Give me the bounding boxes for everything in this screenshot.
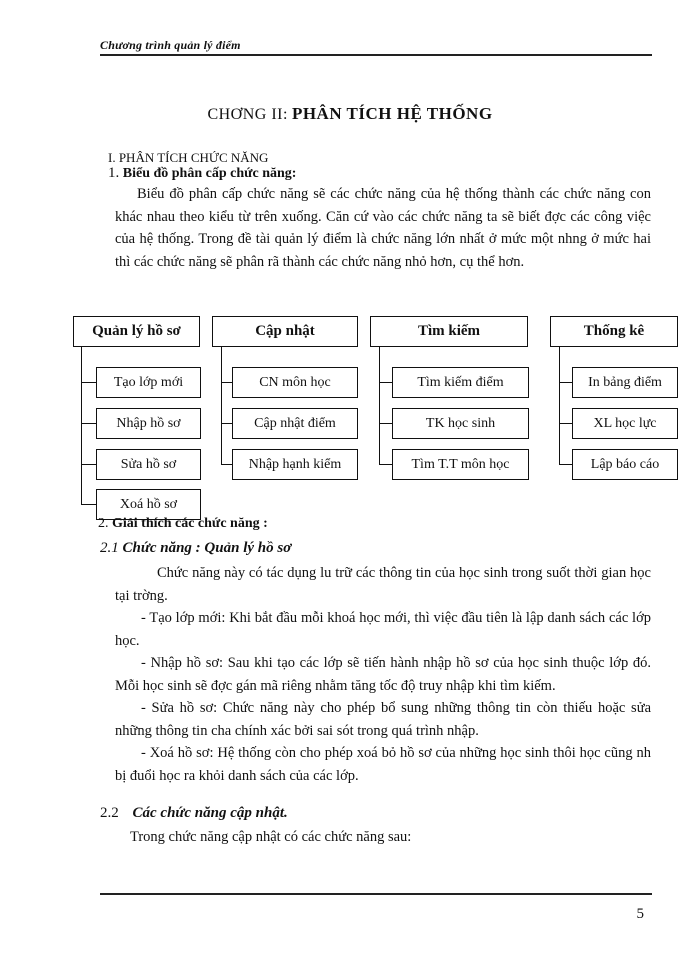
diagram-group-quan-ly-ho-so: Quản lý hồ sơ	[73, 316, 200, 347]
diagram-connector	[379, 464, 392, 465]
chapter-title: PHÂN TÍCH HỆ THỐNG	[291, 104, 493, 123]
diagram-connector	[81, 464, 96, 465]
diagram-item-xoa-ho-so: Xoá hồ sơ	[96, 489, 201, 520]
diagram-item-in-bang-diem: In bảng điểm	[572, 367, 678, 398]
diagram-connector	[221, 464, 232, 465]
diagram-connector	[559, 347, 560, 464]
bullet-item: - Xoá hồ sơ: Hệ thống còn cho phép xoá bỏ hồ sơ của những học sinh thôi học cũng nh bị đuổi học ra khỏi danh sách của các lớp.	[115, 745, 651, 784]
diagram-item-tim-tt-mon-hoc: Tìm T.T môn học	[392, 449, 529, 480]
diagram-connector	[221, 347, 222, 464]
header-rule	[100, 54, 652, 56]
diagram-group-thong-ke: Thống kê	[550, 316, 678, 347]
diagram-connector	[221, 382, 232, 383]
section-2-2-heading	[100, 805, 288, 822]
section-2-2-title: Các chức năng cập nhật.	[132, 805, 288, 821]
diagram-item-cap-nhat-diem: Cập nhật điểm	[232, 408, 358, 439]
section-2-1-paragraph	[115, 562, 651, 607]
bullet-item: - Tạo lớp mới: Khi bắt đầu mỗi khoá học mới, thì việc đầu tiên là lập danh sách các lớp học.	[115, 610, 651, 649]
section-2-heading	[98, 516, 268, 532]
diagram-item-nhap-ho-so: Nhập hồ sơ	[96, 408, 201, 439]
diagram-item-nhap-hanh-kiem: Nhập hạnh kiểm	[232, 449, 358, 480]
running-header: Chương trình quản lý điểm	[100, 38, 241, 52]
diagram-item-tk-hoc-sinh: TK học sinh	[392, 408, 529, 439]
section-1-number: 1.	[108, 165, 120, 181]
diagram-connector	[559, 423, 572, 424]
diagram-connector	[379, 423, 392, 424]
bullet-list	[115, 607, 651, 787]
section-1-title: Biểu đồ phân cấp chức năng:	[122, 166, 297, 181]
diagram-connector	[221, 423, 232, 424]
bullet-item: - Nhập hồ sơ: Sau khi tạo các lớp sẽ tiến hành nhập hồ sơ của học sinh thuộc lớp đó. Mỗi học sinh sẽ đợc gán mã riêng nhằm tăng tốc độ truy nhập khi tìm kiếm.	[115, 655, 651, 694]
intro-paragraph	[115, 183, 651, 273]
section-2-1-heading	[100, 540, 291, 557]
diagram-connector	[81, 423, 96, 424]
diagram-connector	[559, 382, 572, 383]
diagram-connector	[379, 347, 380, 464]
diagram-item-cn-mon-hoc: CN môn học	[232, 367, 358, 398]
diagram-connector	[379, 382, 392, 383]
diagram-connector	[81, 347, 82, 504]
diagram-connector	[81, 382, 96, 383]
diagram-item-tao-lop-moi: Tạo lớp mới	[96, 367, 201, 398]
section-2-1-title: Chức năng : Quản lý hồ sơ	[122, 540, 292, 556]
chapter-label: CHƠNG II:	[207, 106, 288, 123]
page-number: 5	[636, 906, 644, 922]
diagram-item-lap-bao-cao: Lập báo cáo	[572, 449, 678, 480]
section-2-1-text: Chức năng này có tác dụng lu trữ các thông tin của học sinh trong suốt thời gian học tại trờng.	[115, 565, 651, 604]
chapter-heading	[0, 104, 700, 124]
section-2-2-number: 2.2	[100, 805, 119, 821]
section-2-2-paragraph	[130, 826, 650, 849]
bullet-item: - Sửa hồ sơ: Chức năng này cho phép bổ sung những thông tin còn thiếu hoặc sửa những thông tin cha chính xác bởi sai sót trong quá trình nhập.	[115, 700, 651, 739]
diagram-item-tim-kiem-diem: Tìm kiếm điểm	[392, 367, 529, 398]
diagram-group-cap-nhat: Cập nhật	[212, 316, 358, 347]
diagram-item-xl-hoc-luc: XL học lực	[572, 408, 678, 439]
diagram-item-sua-ho-so: Sửa hồ sơ	[96, 449, 201, 480]
section-1-heading	[108, 165, 296, 182]
section-i-heading: I. PHÂN TÍCH CHỨC NĂNG	[108, 150, 269, 165]
section-2-number: 2.	[98, 516, 109, 531]
section-2-1-number: 2.1	[100, 540, 119, 556]
section-2-2-text: Trong chức năng cập nhật có các chức năng sau:	[130, 829, 412, 845]
section-2-title: Giải thích các chức năng :	[112, 516, 268, 531]
diagram-connector	[81, 504, 96, 505]
diagram-group-tim-kiem: Tìm kiếm	[370, 316, 528, 347]
intro-text: Biểu đồ phân cấp chức năng sẽ các chức năng của hệ thống thành các chức năng con khác nhau theo kiểu từ trên xuống. Căn cứ vào các chức năng ta sẽ biết đợc các công việc của hệ thống. Trong đề tài quản lý điểm là chức năng lớn nhất ở mức một nhng ở mức hai thì các chức năng sẽ phân rã thành các chức năng nhỏ hơn, cụ thể hơn.	[115, 186, 651, 270]
diagram-connector	[559, 464, 572, 465]
footer-rule	[100, 893, 652, 895]
